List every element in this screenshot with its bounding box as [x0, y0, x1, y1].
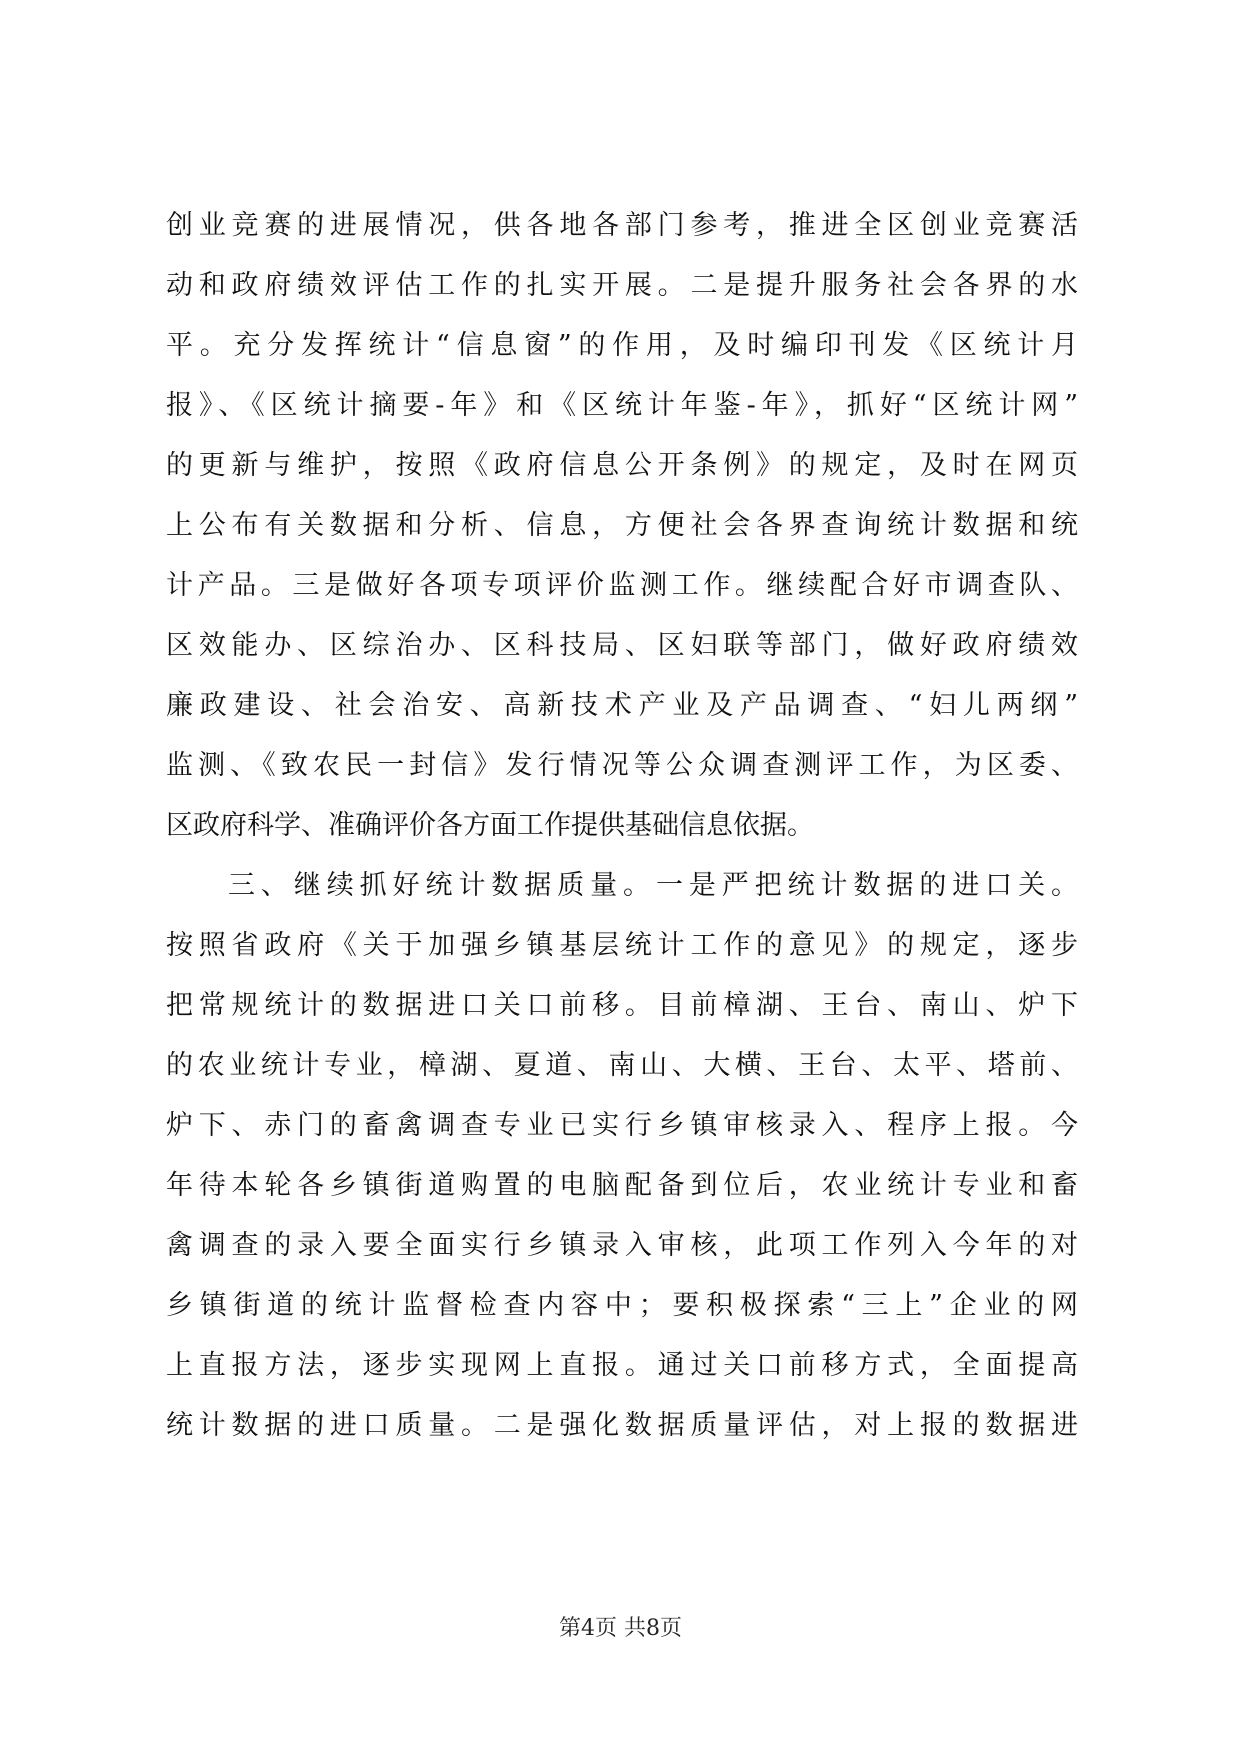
text-line: 按照省政府《关于加强乡镇基层统计工作的意见》的规定，逐步 — [166, 930, 1078, 961]
text-line: 上直报方法，逐步实现网上直报。通过关口前移方式，全面提高 — [166, 1350, 1078, 1381]
text-line: 炉下、赤门的畜禽调查专业已实行乡镇审核录入、程序上报。今 — [166, 1110, 1078, 1141]
body-text — [166, 196, 1078, 1456]
text-line: 禽调查的录入要全面实行乡镇录入审核，此项工作列入今年的对 — [166, 1230, 1078, 1261]
text-line: 的更新与维护，按照《政府信息公开条例》的规定，及时在网页 — [166, 450, 1078, 481]
page-number: 第4页 共8页 — [559, 1616, 682, 1641]
text-line: 报》、《区统计摘要-年》和《区统计年鉴-年》，抓好“区统计网” — [166, 390, 1078, 421]
text-line: 乡镇街道的统计监督检查内容中；要积极探索“三上”企业的网 — [166, 1290, 1078, 1321]
section-heading-line: 三、继续抓好统计数据质量。一是严把统计数据的进口关。 — [228, 870, 1078, 901]
page-footer — [0, 1614, 1241, 1644]
text-line: 平。充分发挥统计“信息窗”的作用，及时编印刊发《区统计月 — [166, 330, 1078, 361]
text-line: 动和政府绩效评估工作的扎实开展。二是提升服务社会各界的水 — [166, 270, 1078, 301]
text-line: 计产品。三是做好各项专项评价监测工作。继续配合好市调查队、 — [166, 570, 1078, 601]
text-line-paragraph-end: 区政府科学、准确评价各方面工作提供基础信息依据。 — [166, 810, 814, 841]
text-line: 区效能办、区综治办、区科技局、区妇联等部门，做好政府绩效 — [166, 630, 1078, 661]
text-line: 年待本轮各乡镇街道购置的电脑配备到位后，农业统计专业和畜 — [166, 1170, 1078, 1201]
text-line: 把常规统计的数据进口关口前移。目前樟湖、王台、南山、炉下 — [166, 990, 1078, 1021]
text-line: 创业竞赛的进展情况，供各地各部门参考，推进全区创业竞赛活 — [166, 210, 1078, 241]
text-line: 的农业统计专业，樟湖、夏道、南山、大横、王台、太平、塔前、 — [166, 1050, 1078, 1081]
text-line: 统计数据的进口质量。二是强化数据质量评估，对上报的数据进 — [166, 1410, 1078, 1441]
text-line: 监测、《致农民一封信》发行情况等公众调查测评工作，为区委、 — [166, 750, 1078, 781]
text-line: 廉政建设、社会治安、高新技术产业及产品调查、“妇儿两纲” — [166, 690, 1078, 721]
text-line: 上公布有关数据和分析、信息，方便社会各界查询统计数据和统 — [166, 510, 1078, 541]
